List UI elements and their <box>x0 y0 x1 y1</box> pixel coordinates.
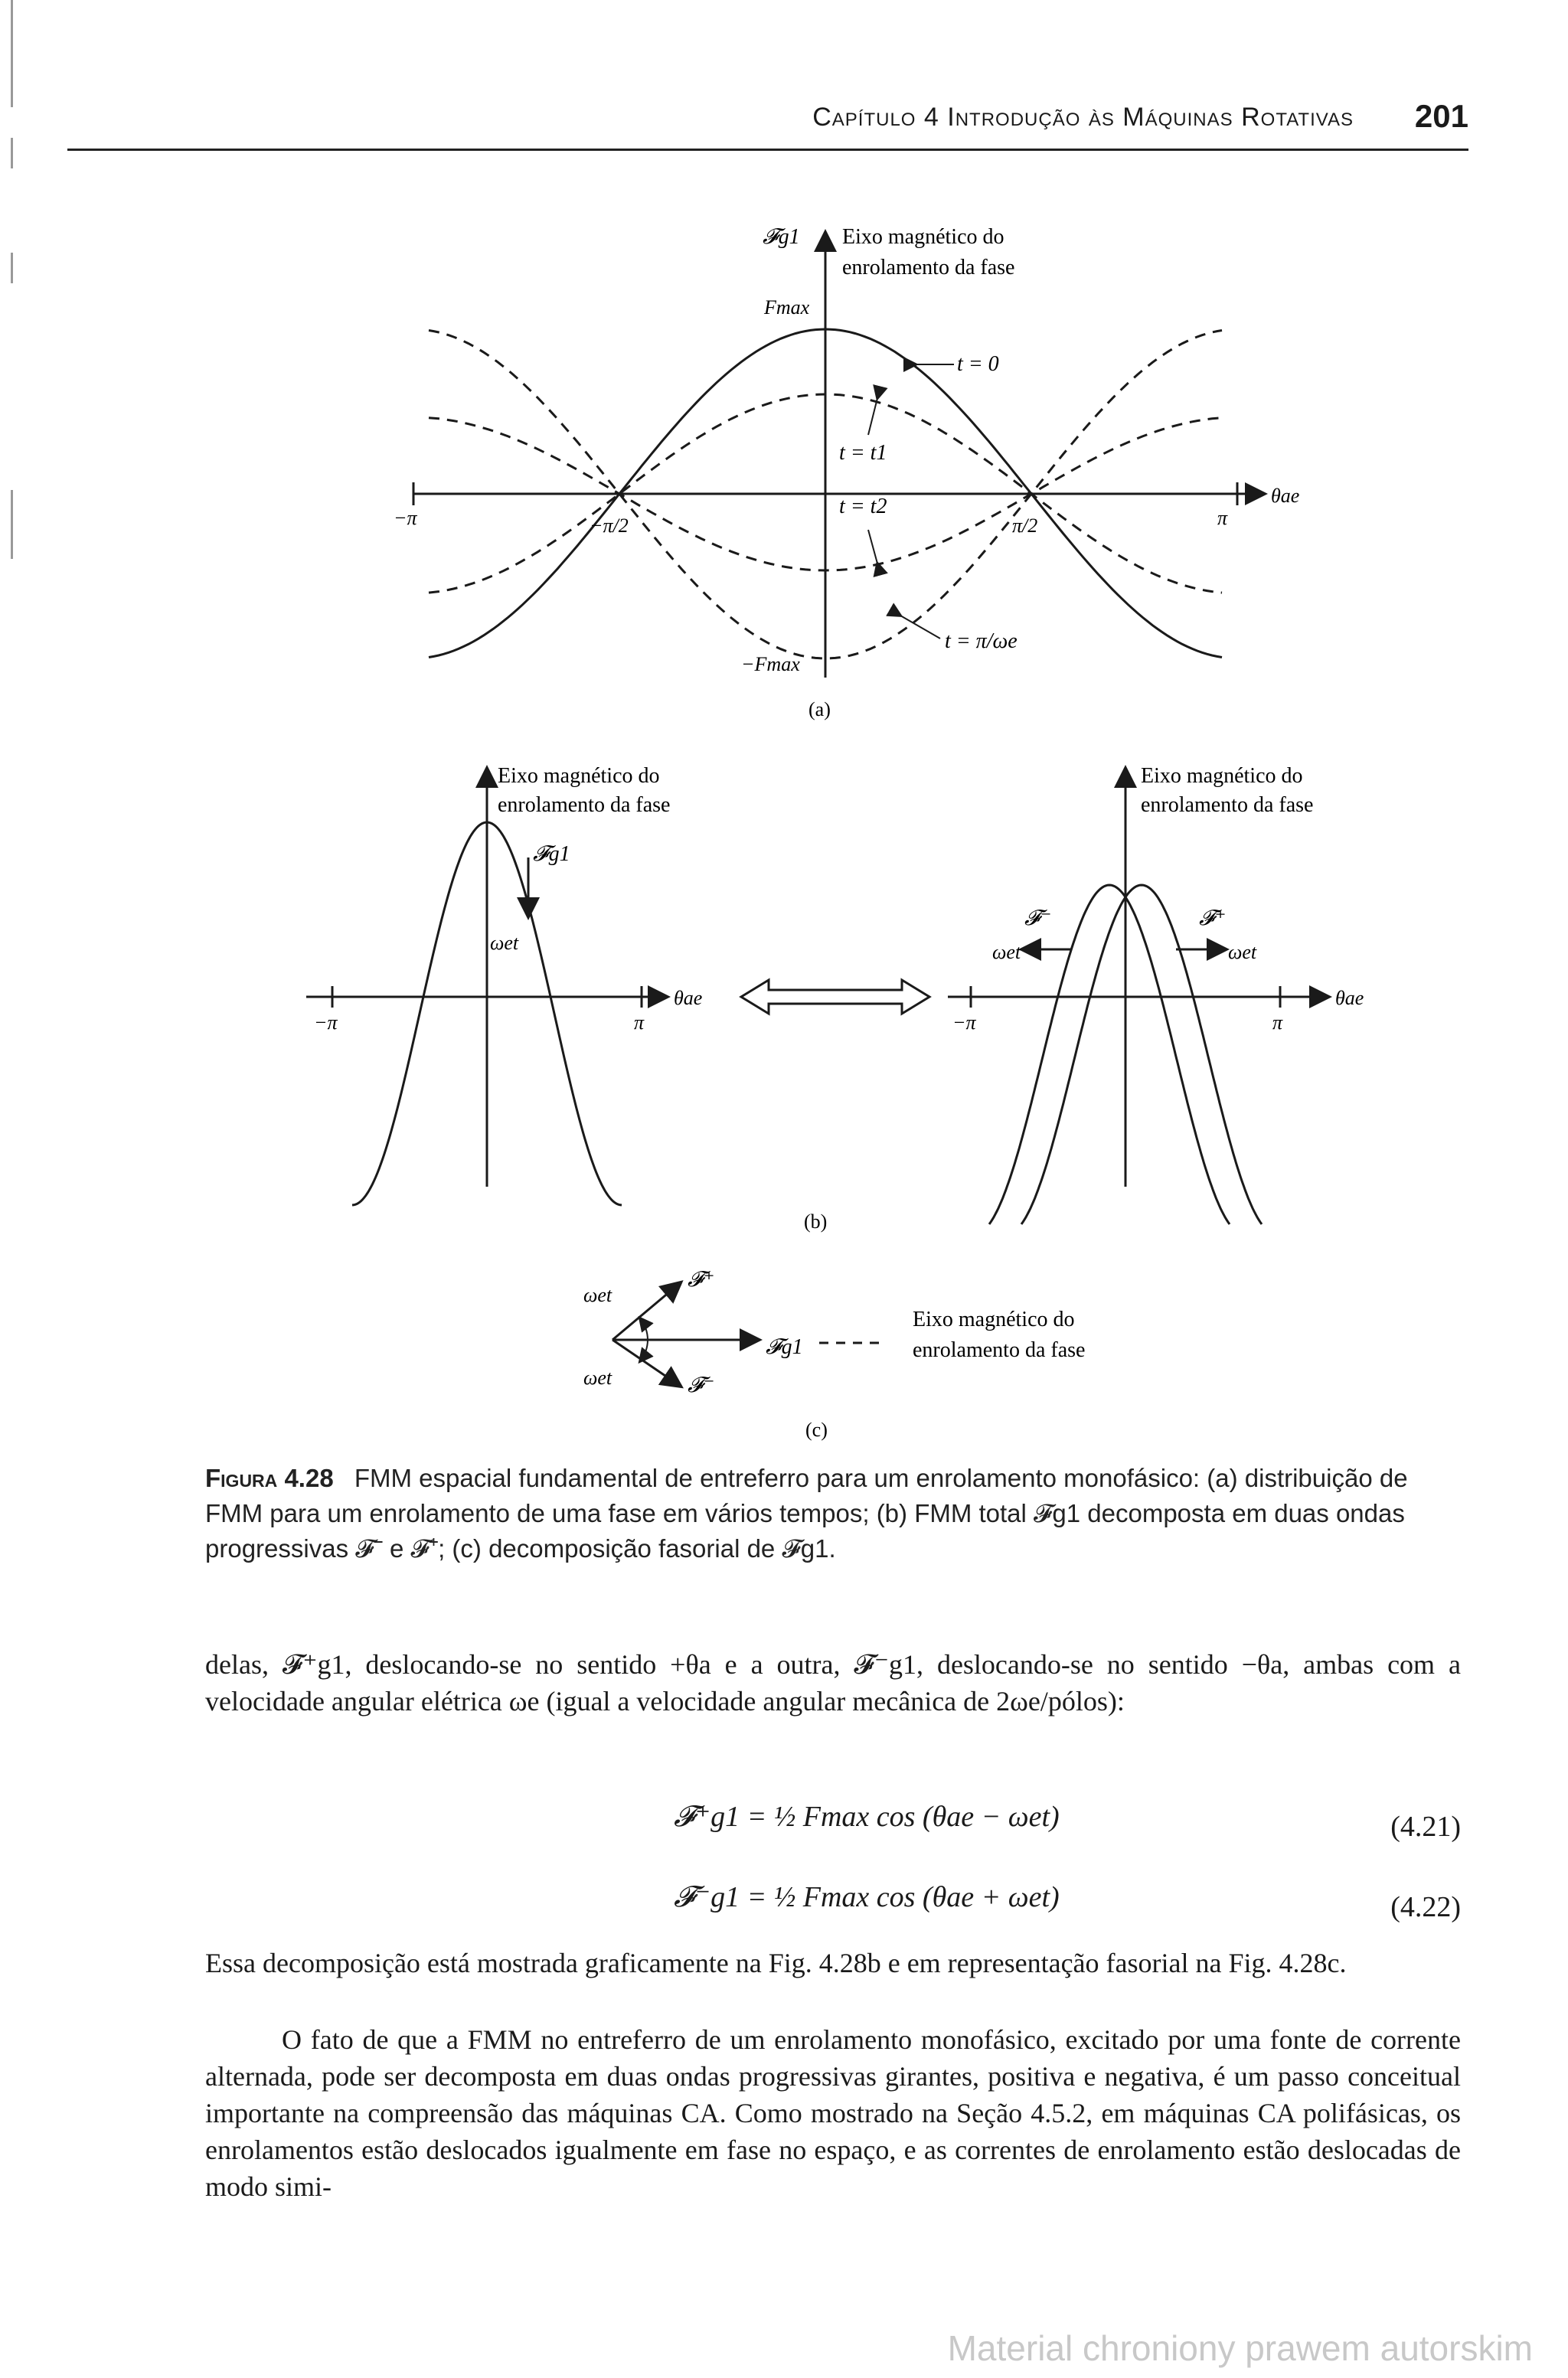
equation-4-22-expr: 𝓕⁻g1 = ½ Fmax cos (θae + ωet) <box>674 1881 1060 1913</box>
curve-f-plus <box>1021 885 1262 1224</box>
panel-a <box>394 225 1299 720</box>
paragraph-1: delas, 𝓕⁺g1, deslocando-se no sentido +θa e a outra, 𝓕⁻g1, deslocando-se no sentido −θa, ambas com a velocidade angular elétrica ωe (igual a velocidade angular mecânica de 2ωe/pólos): <box>205 1649 1461 1717</box>
angle-arc-plus <box>640 1318 648 1340</box>
label-f-plus: 𝓕⁺ <box>1199 906 1227 930</box>
fmax-label: Fmax <box>764 296 810 318</box>
panel-c <box>583 1268 1085 1441</box>
tick-label-neg-pi: −π <box>394 507 417 529</box>
tick-label-b-right-neg: −π <box>952 1011 976 1034</box>
axis-title-a-1: Eixo magnético do <box>842 225 1004 249</box>
label-wet-c-top: ωet <box>583 1284 612 1306</box>
label-wet-b-left: ωet <box>490 932 519 954</box>
phasor-f-minus <box>612 1340 680 1386</box>
label-wet-b-left-motion: ωet <box>992 941 1021 963</box>
equation-4-21-number: (4.21) <box>1390 1811 1461 1843</box>
equation-4-21-expr: 𝓕⁺g1 = ½ Fmax cos (θae − ωet) <box>674 1801 1060 1833</box>
label-wet-b-right-motion: ωet <box>1228 941 1257 963</box>
watermark: Material chroniony prawem autorskim <box>947 2328 1533 2368</box>
tick-label-pi: π <box>1217 507 1228 529</box>
axis-title-a-2: enrolamento da fase <box>842 256 1015 279</box>
axis-title-c-2: enrolamento da fase <box>913 1338 1086 1362</box>
chapter-title: Capítulo 4 Introdução às Máquinas Rotativas <box>812 103 1354 132</box>
label-tpi: t = π/ωe <box>945 629 1018 653</box>
label-fg1-c: 𝓕g1 <box>766 1335 803 1359</box>
label-t2: t = t2 <box>839 495 887 518</box>
axis-title-b-left-2: enrolamento da fase <box>498 793 671 817</box>
y-symbol-a: 𝓕g1 <box>763 225 800 249</box>
caption-number: 4.28 <box>284 1464 334 1492</box>
equation-4-22-number: (4.22) <box>1390 1891 1461 1923</box>
panel-b <box>306 764 1364 1233</box>
panel-label-a: (a) <box>808 698 831 720</box>
caption-text: FMM espacial fundamental de entreferro para um enrolamento monofásico: (a) distribuição de FMM para um enrolamento de uma fase em vários tempos; (b) FMM total 𝓕g1 decomposta em duas ondas progressivas 𝓕⁻ e 𝓕⁺; (c) decomposição fasorial de 𝓕g1. <box>205 1464 1408 1563</box>
equivalence-arrow <box>741 980 929 1014</box>
fmin-label: −Fmax <box>741 653 800 675</box>
tick-label-b-left-pos: π <box>634 1011 645 1034</box>
label-f-plus-c: 𝓕⁺ <box>688 1268 715 1292</box>
panel-label-b: (b) <box>804 1210 828 1233</box>
panel-label-c: (c) <box>805 1419 828 1441</box>
page-number: 201 <box>1414 98 1468 134</box>
paragraph-2: Essa decomposição está mostrada graficamente na Fig. 4.28b e em representação fasorial na Fig. 4.28c. <box>205 1948 1347 1978</box>
tick-label-b-left-neg: −π <box>314 1011 338 1034</box>
axis-title-b-left-1: Eixo magnético do <box>498 764 660 788</box>
caption-label: Figura <box>205 1464 278 1492</box>
axis-title-b-right-2: enrolamento da fase <box>1141 793 1314 817</box>
tick-label-half-pi: π/2 <box>1012 514 1038 537</box>
axis-title-b-right-1: Eixo magnético do <box>1141 764 1303 788</box>
label-wet-c-bottom: ωet <box>583 1367 612 1389</box>
label-t0: t = 0 <box>957 352 999 376</box>
leader-t2 <box>868 530 877 563</box>
curve-f-minus <box>989 885 1230 1224</box>
label-f-minus-c: 𝓕⁻ <box>688 1374 715 1397</box>
tick-label-neg-half-pi: −π/2 <box>590 514 629 537</box>
axis-title-c-1: Eixo magnético do <box>913 1308 1075 1331</box>
tick-label-b-right-pos: π <box>1272 1011 1283 1034</box>
label-t1: t = t1 <box>839 441 887 465</box>
leader-t1 <box>868 398 877 435</box>
label-f-minus: 𝓕⁻ <box>1024 906 1052 930</box>
x-symbol-a: θae <box>1271 485 1300 507</box>
paragraph-3: O fato de que a FMM no entreferro de um enrolamento monofásico, excitado por uma fonte de corrente alternada, pode ser decomposta em duas ondas progressivas girantes, positiva e negativa, é um passo conceitual importante na compreensão das máquinas CA. Como mostrado na Seção 4.5.2, em máquinas CA polifásicas, os enrolamentos estão deslocados igualmente em fase no espaço, e as correntes de enrolamento estão deslocadas de modo simi- <box>205 2024 1461 2202</box>
label-fg1-b: 𝓕g1 <box>533 842 570 866</box>
x-symbol-b-right: θae <box>1335 987 1364 1009</box>
x-symbol-b-left: θae <box>674 987 703 1009</box>
figure-caption <box>205 1461 1461 1566</box>
